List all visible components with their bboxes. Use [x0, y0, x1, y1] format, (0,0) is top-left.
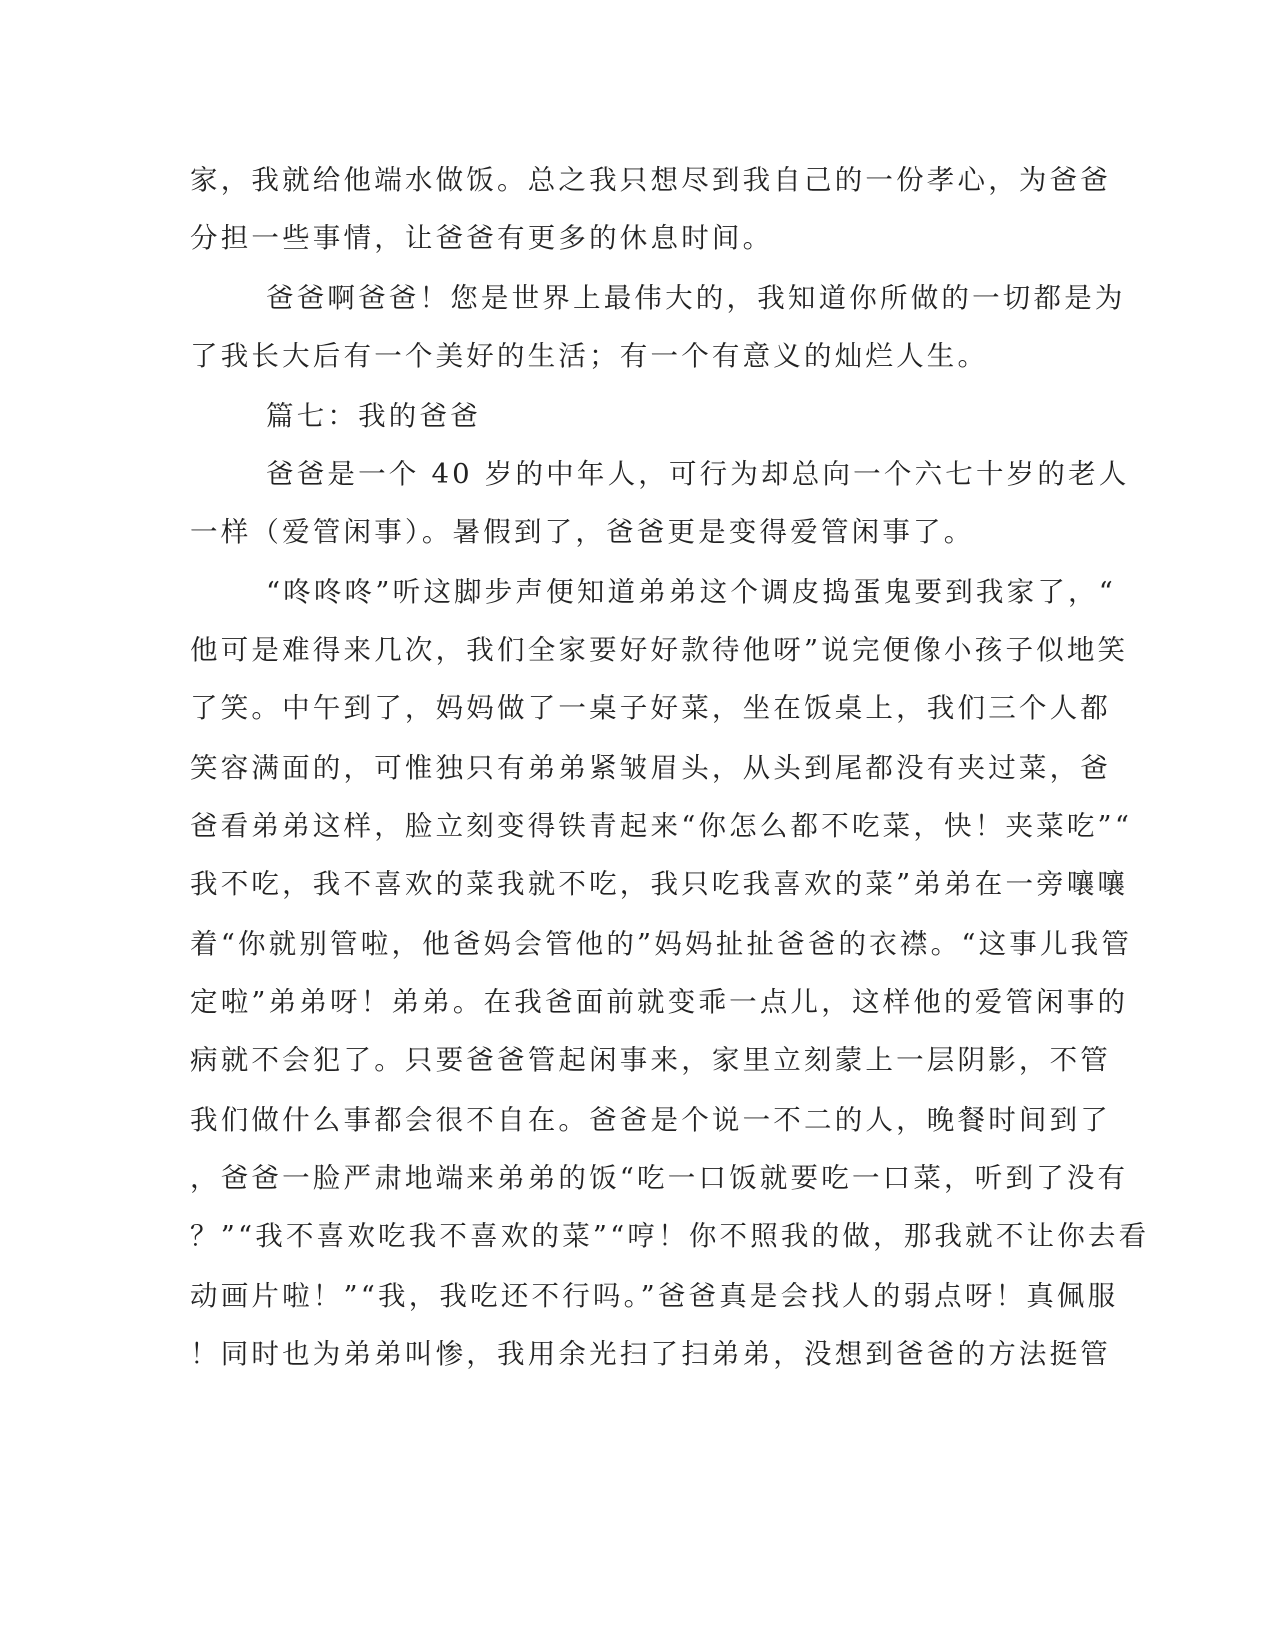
- text-line: ？”“我不喜欢吃我不喜欢的菜”“哼！你不照我的做，那我就不让你去看: [190, 1220, 1150, 1252]
- paragraph-start-line: 爸爸啊爸爸！您是世界上最伟大的，我知道你所做的一切都是为: [266, 282, 1126, 314]
- text-line: 笑容满面的，可惟独只有弟弟紧皱眉头，从头到尾都没有夹过菜，爸: [190, 752, 1111, 784]
- text-line: 我不吃，我不喜欢的菜我就不吃，我只吃我喜欢的菜”弟弟在一旁嚷嚷: [190, 868, 1129, 900]
- text-line: 了笑。中午到了，妈妈做了一桌子好菜，坐在饭桌上，我们三个人都: [190, 692, 1111, 724]
- text-line: 他可是难得来几次，我们全家要好好款待他呀”说完便像小孩子似地笑: [190, 634, 1129, 666]
- text-line: ，爸爸一脸严肃地端来弟弟的饭“吃一口饭就要吃一口菜，听到了没有: [190, 1162, 1129, 1194]
- text-line: 着“你就别管啦，他爸妈会管他的”妈妈扯扯爸爸的衣襟。“这事儿我管: [190, 928, 1133, 960]
- text-line: 定啦”弟弟呀！弟弟。在我爸面前就变乖一点儿，这样他的爱管闲事的: [190, 986, 1129, 1018]
- text-line: 了我长大后有一个美好的生活；有一个有意义的灿烂人生。: [190, 340, 989, 372]
- text-line: 家，我就给他端水做饭。总之我只想尽到我自己的一份孝心，为爸爸: [190, 164, 1111, 196]
- text-line: ！同时也为弟弟叫惨，我用余光扫了扫弟弟，没想到爸爸的方法挺管: [190, 1338, 1111, 1370]
- section-heading: 篇七：我的爸爸: [266, 400, 481, 432]
- text-line: 爸看弟弟这样，脸立刻变得铁青起来“你怎么都不吃菜，快！夹菜吃”“: [190, 810, 1133, 842]
- paragraph-start-line: 爸爸是一个 40 岁的中年人，可行为却总向一个六七十岁的老人: [266, 458, 1130, 490]
- paragraph-start-line: “咚咚咚”听这脚步声便知道弟弟这个调皮捣蛋鬼要到我家了，“: [266, 576, 1116, 608]
- text-line: 动画片啦！”“我，我吃还不行吗。”爸爸真是会找人的弱点呀！真佩服: [190, 1280, 1119, 1312]
- text-line: 病就不会犯了。只要爸爸管起闲事来，家里立刻蒙上一层阴影，不管: [190, 1044, 1111, 1076]
- text-line: 我们做什么事都会很不自在。爸爸是个说一不二的人，晚餐时间到了: [190, 1104, 1111, 1136]
- text-line: 一样（爱管闲事）。暑假到了，爸爸更是变得爱管闲事了。: [190, 516, 975, 548]
- text-line: 分担一些事情，让爸爸有更多的休息时间。: [190, 222, 774, 254]
